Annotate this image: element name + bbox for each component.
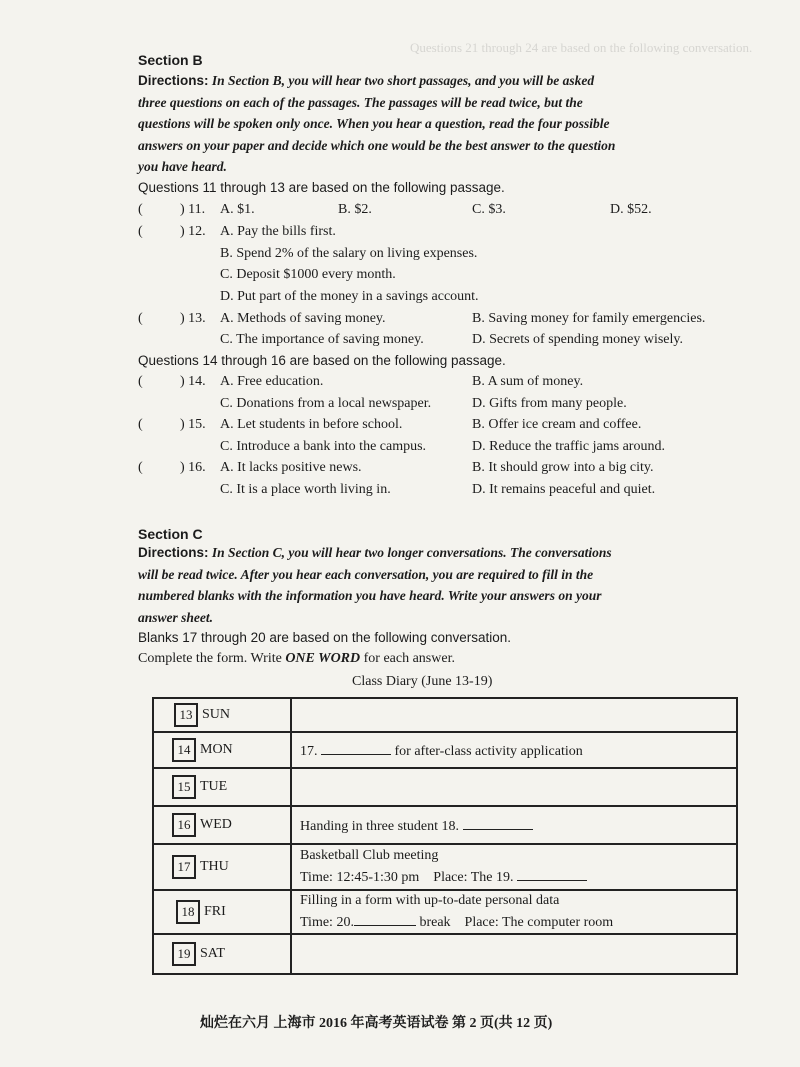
day-cell <box>153 732 291 768</box>
q15-option-b: B. Offer ice cream and coffee. <box>472 417 642 432</box>
directions-line-2: will be read twice. After you hear each conversation, you are required to fill in the <box>138 566 594 582</box>
q12-option-c: C. Deposit $1000 every month. <box>220 267 396 282</box>
q13-option-a: A. Methods of saving money. <box>220 311 386 326</box>
blank-19-line <box>517 866 587 881</box>
day-label: MON <box>200 742 233 757</box>
entry-text: Basketball Club meeting <box>300 848 439 863</box>
q11-option-d: D. $52. <box>610 202 652 217</box>
entry-cell <box>291 934 737 974</box>
q13-option-b: B. Saving money for family emergencies. <box>472 311 706 326</box>
q11-option-c: C. $3. <box>472 202 506 217</box>
entry-cell <box>291 698 737 732</box>
q11-option-a: A. $1. <box>220 202 255 217</box>
instruction-text-end: for each answer. <box>360 651 455 666</box>
q12-paren: ( <box>138 224 143 239</box>
directions-line-1: In Section C, you will hear two longer conversations. The conversations <box>211 545 612 560</box>
directions-line-4: answer sheet. <box>138 609 214 625</box>
table-row <box>153 844 737 890</box>
directions-line-4: answers on your paper and decide which one would be the best answer to the question <box>138 137 616 153</box>
q16-option-b: B. It should grow into a big city. <box>472 460 654 475</box>
blank-18-label: Handing in three student 18. <box>300 819 460 834</box>
entry-text: for after-class activity application <box>394 744 583 759</box>
table-row <box>153 698 737 732</box>
q14-option-b: B. A sum of money. <box>472 374 584 389</box>
section-b-directions <box>138 70 748 178</box>
directions-line-1: In Section B, you will hear two short passages, and you will be asked <box>211 73 595 88</box>
q16-paren: ( <box>138 460 143 475</box>
section-b-title: Section B <box>138 52 203 68</box>
blanks-header: Blanks 17 through 20 are based on the following conversation. <box>138 630 511 645</box>
day-label: FRI <box>204 904 226 919</box>
q15-option-a: A. Let students in before school. <box>220 417 403 432</box>
day-cell <box>153 806 291 844</box>
table-row <box>153 934 737 974</box>
entry-cell <box>291 806 737 844</box>
instruction-emphasis: ONE WORD <box>285 651 361 666</box>
table-row <box>153 732 737 768</box>
day-label: WED <box>200 817 232 832</box>
blank-20-line <box>354 911 416 926</box>
entry-place: Place: The computer room <box>464 915 614 930</box>
directions-line-3: questions will be spoken only once. When you hear a question, read the four possible <box>138 116 610 131</box>
table-row <box>153 890 737 934</box>
q12-option-d: D. Put part of the money in a savings account. <box>220 289 479 304</box>
q12-number: ) 12. <box>180 224 206 239</box>
class-diary-table <box>152 697 738 975</box>
day-cell <box>153 698 291 732</box>
day-label: THU <box>200 859 229 874</box>
diary-title: Class Diary (June 13-19) <box>352 674 493 689</box>
q16-number: ) 16. <box>180 460 206 475</box>
day-cell <box>153 844 291 890</box>
row-number: 19 <box>172 942 196 966</box>
section-c-directions <box>138 542 748 628</box>
q14-option-d: D. Gifts from many people. <box>472 396 627 411</box>
row-number: 18 <box>176 900 200 924</box>
row-number: 15 <box>172 775 196 799</box>
bleed-through-text: Questions 21 through 24 are based on the following conversation. <box>410 40 753 55</box>
q16-option-d: D. It remains peaceful and quiet. <box>472 482 656 497</box>
q13-option-c: C. The importance of saving money. <box>220 332 424 347</box>
blank-20-label: Time: 20. <box>300 915 354 930</box>
passage-1-header: Questions 11 through 13 are based on the following passage. <box>138 180 505 195</box>
q13-paren: ( <box>138 311 143 326</box>
q11-number: ) 11. <box>180 202 206 217</box>
directions-line-5: you have heard. <box>138 159 227 174</box>
q15-option-c: C. Introduce a bank into the campus. <box>220 439 427 454</box>
blank-18-line <box>463 815 533 830</box>
table-row <box>153 806 737 844</box>
entry-cell <box>291 732 737 768</box>
q14-option-c: C. Donations from a local newspaper. <box>220 396 432 411</box>
directions-line-2: three questions on each of the passages. The passages will be read twice, but the <box>138 94 583 110</box>
entry-cell <box>291 844 737 890</box>
day-cell <box>153 890 291 934</box>
row-number: 14 <box>172 738 196 762</box>
entry-cell <box>291 768 737 806</box>
q16-option-c: C. It is a place worth living in. <box>220 482 391 497</box>
row-number: 17 <box>172 855 196 879</box>
page-footer: 灿烂在六月 上海市 2016 年高考英语试卷 第 2 页(共 12 页) <box>200 1016 553 1031</box>
form-instruction <box>138 651 455 667</box>
entry-text: break <box>419 915 451 930</box>
entry-cell <box>291 890 737 934</box>
day-label: SAT <box>200 946 225 961</box>
q13-number: ) 13. <box>180 311 206 326</box>
day-label: TUE <box>200 779 228 794</box>
section-c-title: Section C <box>138 526 203 542</box>
q11-option-b: B. $2. <box>338 202 372 217</box>
day-cell <box>153 768 291 806</box>
q14-number: ) 14. <box>180 374 206 389</box>
table-row <box>153 768 737 806</box>
q13-option-d: D. Secrets of spending money wisely. <box>472 332 683 347</box>
q15-number: ) 15. <box>180 417 206 432</box>
blank-17-label: 17. <box>300 744 318 759</box>
q12-option-a: A. Pay the bills first. <box>220 224 336 239</box>
blank-19-label: Place: The 19. <box>433 870 514 885</box>
instruction-text: Complete the form. Write <box>138 651 286 666</box>
q15-paren: ( <box>138 417 143 432</box>
q12-option-b: B. Spend 2% of the salary on living expenses. <box>220 246 478 261</box>
q14-option-a: A. Free education. <box>220 374 324 389</box>
directions-lead: Directions: <box>138 545 209 560</box>
directions-lead: Directions: <box>138 73 209 88</box>
q16-option-a: A. It lacks positive news. <box>220 460 362 475</box>
day-cell <box>153 934 291 974</box>
passage-2-header: Questions 14 through 16 are based on the following passage. <box>138 353 506 368</box>
blank-17-line <box>321 740 391 755</box>
q11-paren: ( <box>138 202 143 217</box>
entry-time: Time: 12:45-1:30 pm <box>300 870 420 885</box>
directions-line-3: numbered blanks with the information you have heard. Write your answers on your <box>138 588 602 603</box>
q14-paren: ( <box>138 374 143 389</box>
row-number: 13 <box>174 703 198 727</box>
entry-text: Filling in a form with up-to-date personal data <box>300 893 560 908</box>
day-label: SUN <box>202 707 231 722</box>
row-number: 16 <box>172 813 196 837</box>
q15-option-d: D. Reduce the traffic jams around. <box>472 439 665 454</box>
